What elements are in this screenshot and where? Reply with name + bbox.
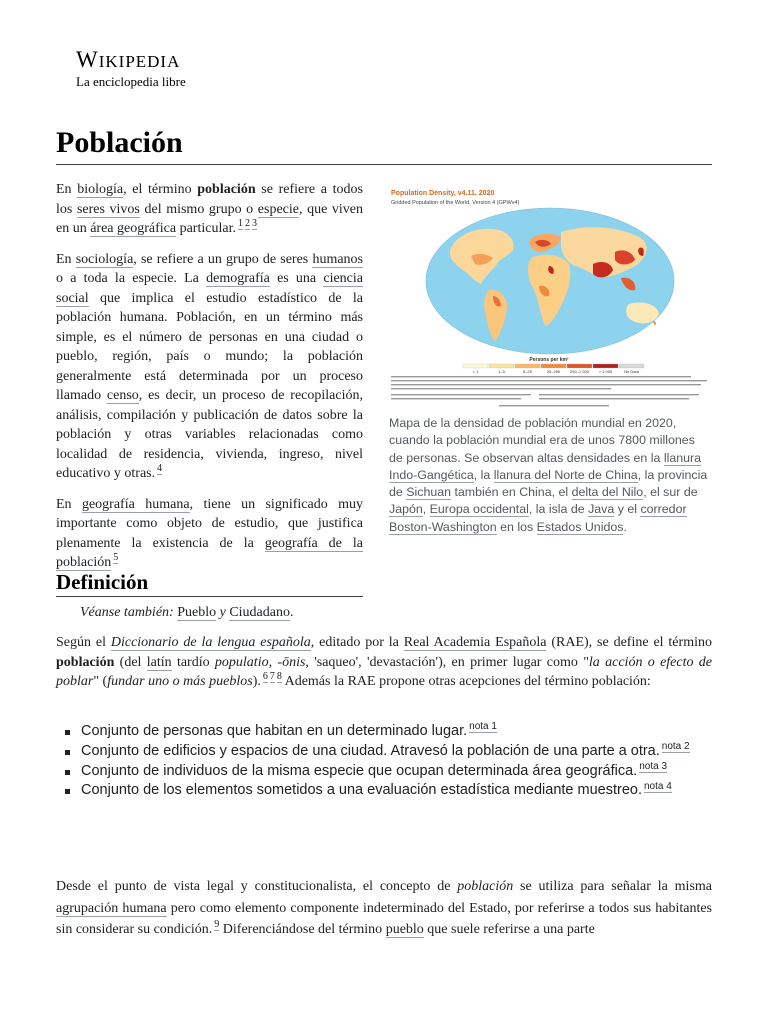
reference-sup	[469, 721, 497, 732]
legend-label: < 1	[472, 369, 479, 374]
text-run: que suele referirse a una parte	[423, 922, 595, 937]
article-link[interactable]: seres vivos	[76, 201, 140, 217]
reference-link[interactable]: 5	[113, 552, 119, 564]
article-link[interactable]: especie	[257, 201, 299, 217]
article-link[interactable]: sociología	[75, 251, 134, 267]
legend-label: 1–5	[498, 369, 505, 374]
text-run: Conjunto de edificios y espacios de una ciudad. Atravesó la población de una parte a otra.	[81, 742, 660, 759]
text-run: , la provincia de	[389, 467, 708, 500]
reference-link[interactable]: 3	[251, 218, 257, 230]
article-link[interactable]: humanos	[312, 251, 363, 267]
reference-link[interactable]: 4	[157, 463, 163, 475]
section-divider	[56, 596, 363, 597]
list-item-text	[81, 723, 497, 739]
text-run: y el	[614, 502, 641, 517]
article-link[interactable]: Sichuan	[406, 485, 452, 500]
text-run: particular.	[176, 221, 236, 236]
text-run: es una	[269, 271, 324, 286]
article-link[interactable]: llanura Indo-Gangética	[389, 450, 702, 482]
text-run: .	[623, 519, 627, 534]
text-run: , 'saqueo', 'devastación'), en primer lugar como "	[305, 654, 589, 670]
text-run: , editado por la	[310, 635, 404, 650]
article-link[interactable]: demografía	[206, 271, 270, 286]
article-link[interactable]: agrupación humana	[56, 900, 167, 916]
article-link[interactable]: corredor Boston-Washington	[389, 502, 687, 534]
text-run: Además la RAE propone otras acepciones del término población:	[281, 674, 651, 689]
article-link[interactable]: Japón	[389, 502, 423, 517]
legend-swatch	[619, 364, 644, 368]
list-item	[56, 742, 712, 762]
definition-paragraph-1	[56, 633, 712, 692]
see-also-note	[80, 603, 293, 622]
reference-sup	[113, 552, 118, 563]
bold-term: población	[56, 654, 115, 670]
italic-term: fundar uno o más pueblos	[107, 674, 253, 689]
reference-link[interactable]: 7	[269, 671, 275, 683]
text-run: , que viven en un	[56, 201, 364, 236]
text-run: , tiene un significado muy importante como objeto de estudio, que justifica plenamente la existencia de la	[56, 496, 363, 551]
list-item-text	[81, 740, 690, 759]
reference-sup	[238, 218, 243, 229]
legend-swatch	[463, 364, 488, 368]
wikipedia-logo[interactable]	[76, 49, 186, 90]
population-map-figure	[389, 186, 712, 536]
see-also-period: .	[289, 605, 294, 620]
reference-sup	[263, 671, 268, 682]
list-item	[56, 762, 712, 782]
article-link[interactable]: Estados Unidos	[536, 519, 624, 534]
legend-swatch	[593, 364, 618, 368]
text-run: Desde el punto de vista legal y constitucionalista, el concepto de	[56, 879, 458, 894]
article-link[interactable]: Diccionario de la lengua española	[110, 635, 311, 650]
bold-term: población	[197, 182, 256, 197]
text-run: ).	[252, 674, 261, 689]
legend-label: > 1 000	[598, 369, 613, 374]
text-run: En	[56, 182, 78, 197]
see-also-link-pueblo[interactable]: Pueblo	[177, 605, 217, 620]
text-run: se refiere a todos los	[56, 182, 363, 217]
figure-caption	[389, 415, 712, 536]
article-link[interactable]: Java	[588, 502, 615, 517]
reference-link[interactable]: 6	[262, 671, 268, 683]
reference-sup	[662, 741, 690, 752]
text-run: Según el	[56, 635, 111, 650]
text-run: , es decir, un proceso de recopilación, análisis, compilación y publicación de datos sobre la población y otras variables relacionadas como localidad de residencia, vivienda, ingreso, nivel educativo y otras.	[56, 388, 363, 481]
logo-tagline: La enciclopedia libre	[76, 74, 186, 89]
legend-label: No Data	[624, 369, 639, 374]
see-also-label: Véanse también:	[80, 605, 174, 620]
definition-body-2	[56, 876, 712, 941]
article-link[interactable]: delta del Nilo	[571, 485, 644, 500]
text-run: Mapa de la densidad de población mundial en 2020, cuando la población mundial era de unos 7800 millones de personas. Se observan altas densidades en la	[389, 416, 695, 465]
list-item-text	[81, 760, 668, 779]
text-run: Conjunto de los elementos sometidos a una evaluación estadística mediante muestreo.	[81, 782, 642, 799]
article-link[interactable]: Europa occidental	[429, 502, 529, 517]
text-run: ,	[422, 502, 430, 517]
text-run: , el sur de	[643, 485, 698, 500]
intro-column	[56, 180, 363, 584]
definition-list	[56, 722, 712, 801]
bullet-icon	[65, 770, 70, 775]
text-run: , el término	[123, 182, 198, 197]
article-link[interactable]: censo	[106, 388, 139, 403]
article-link[interactable]: latín	[146, 654, 172, 670]
list-item-text	[81, 782, 672, 798]
reference-link[interactable]: 2	[244, 218, 250, 230]
article-link[interactable]: pueblo	[385, 922, 424, 937]
legend-swatch	[489, 364, 514, 368]
map-subtitle: Gridded Population of the World, Version 4 (GPWv4)	[391, 200, 520, 206]
article-link[interactable]: llanura del Norte de China	[493, 467, 638, 482]
text-run: En	[56, 251, 76, 267]
reference-sup	[245, 218, 250, 229]
bullet-icon	[65, 730, 70, 735]
text-run: Conjunto de individuos de la misma especie que ocupan determinada área geográfica.	[81, 762, 638, 779]
legend-label: 25–250	[546, 369, 561, 374]
text-run: del mismo grupo o	[139, 201, 258, 217]
logo-wordmark	[76, 49, 186, 73]
section-heading-definicion: Definición	[56, 570, 149, 594]
reference-link[interactable]: 1	[237, 218, 243, 230]
reference-sup	[270, 671, 275, 682]
article-link[interactable]: ciencia social	[56, 271, 363, 306]
page-title: Población	[56, 126, 183, 159]
reference-link[interactable]: 9	[214, 919, 220, 931]
logo-wordmark-text: WIKIPEDIA	[76, 47, 181, 72]
population-density-map[interactable]	[389, 186, 712, 411]
definition-body	[56, 633, 712, 692]
reference-link[interactable]: nota 2	[661, 740, 690, 752]
reference-sup	[639, 761, 667, 772]
article-link[interactable]: geografía de la población	[56, 535, 363, 570]
text-run: que implica el estudio estadístico de la población humana. Población, en un término más simple, es el número de personas en una ciudad o pueblo, región, país o mundo; la población generalmente está determinada por un proceso llamado	[56, 290, 363, 403]
italic-term: populatio, -ōnis	[214, 654, 306, 670]
intro-paragraph-2	[56, 250, 363, 484]
text-run: o a toda la especie. La	[56, 271, 207, 286]
text-run: , se refiere a un grupo de seres	[133, 251, 313, 267]
text-run: (del	[114, 654, 147, 670]
italic-term: la acción o efecto de poblar	[56, 654, 713, 689]
legend-label: 5–25	[523, 369, 532, 374]
text-run: En	[56, 496, 82, 512]
text-run: Diferenciándose del término	[219, 922, 386, 937]
bullet-icon	[65, 750, 70, 755]
list-item	[56, 722, 712, 742]
text-run: " (	[93, 674, 108, 689]
legend-swatch	[567, 364, 592, 368]
definition-paragraph-2	[56, 876, 712, 941]
article-link[interactable]: geografía humana	[81, 496, 190, 512]
bullet-icon	[65, 789, 70, 794]
intro-paragraph-1	[56, 180, 363, 239]
text-run: tardío	[171, 654, 215, 670]
list-item	[56, 781, 712, 801]
article-link[interactable]: biología	[77, 182, 124, 197]
text-run: en los	[496, 519, 537, 534]
article-link[interactable]: Real Academia Española	[403, 635, 547, 650]
legend-title: Persons per km²	[529, 357, 569, 363]
reference-link[interactable]: nota 3	[639, 760, 668, 772]
text-run: (RAE), se define el término	[546, 635, 712, 650]
legend-label: 250–1 000	[570, 369, 589, 374]
intro-paragraph-3	[56, 495, 363, 573]
text-run: también en China, el	[451, 485, 572, 500]
legend-swatch	[515, 364, 540, 368]
text-run: pero como elemento componente indeterminado del Estado, por referirse a todos sus habitantes sin considerar su condición.	[56, 900, 712, 937]
italic-term: población	[457, 879, 514, 894]
text-run: , la	[473, 467, 494, 482]
title-divider	[56, 164, 712, 165]
reference-link[interactable]: nota 1	[469, 721, 497, 733]
map-title: Population Density, v4.11, 2020	[391, 190, 495, 197]
reference-sup	[252, 218, 257, 229]
reference-link[interactable]: nota 4	[644, 780, 672, 792]
text-run: , la isla de	[528, 502, 589, 517]
reference-sup	[157, 463, 162, 474]
text-run: Conjunto de personas que habitan en un determinado lugar.	[81, 723, 468, 739]
see-also-link-ciudadano[interactable]: Ciudadano	[229, 605, 290, 620]
text-run: se utiliza para señalar la misma	[513, 879, 712, 894]
reference-sup	[644, 781, 672, 792]
article-link[interactable]: área geográfica	[90, 221, 177, 236]
reference-link[interactable]: 8	[276, 671, 282, 683]
see-also-joiner: y	[219, 605, 226, 620]
legend-swatch	[541, 364, 566, 368]
